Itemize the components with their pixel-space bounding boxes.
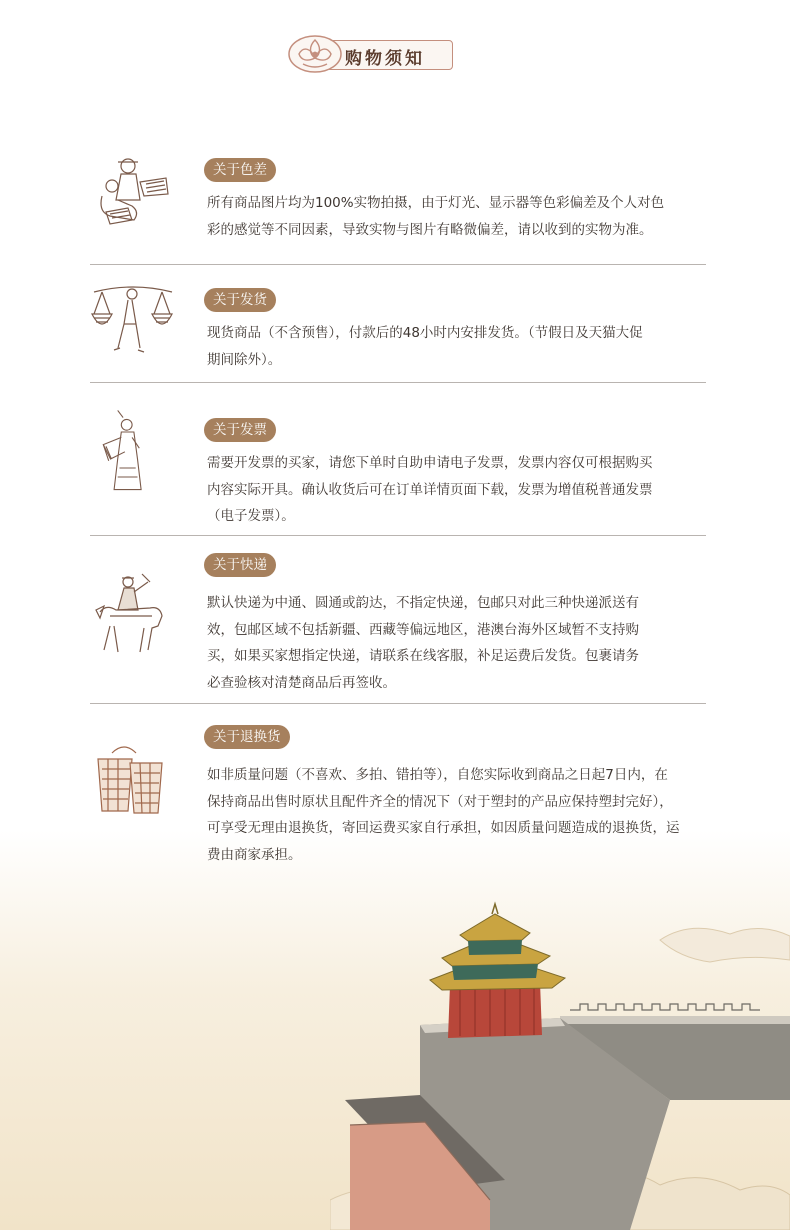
title-banner — [285, 32, 455, 76]
text-line: 可享受无理由退换货，寄回运费买家自行承担，如因质量问题造成的退换货，运 — [207, 820, 680, 836]
section-text — [207, 190, 712, 243]
lotus-emblem-icon — [285, 32, 345, 76]
porter-illustration-icon — [88, 278, 178, 368]
text-line: （电子发票）。 — [207, 508, 295, 524]
tag-color-difference: 关于色差 — [204, 158, 276, 182]
section-divider — [90, 703, 706, 704]
tag-invoice: 关于发票 — [204, 418, 276, 442]
text-line: 如非质量问题（不喜欢、多拍、错拍等），自您实际收到商品之日起7日内，在 — [207, 767, 668, 783]
section-text — [207, 320, 712, 373]
text-line: 保持商品出售时原状且配件齐全的情况下（对于塑封的产品应保持塑封完好）， — [207, 793, 673, 810]
tag-courier: 关于快递 — [204, 553, 276, 577]
text-line: 买，如果买家想指定快递，请联系在线客服，补足运费后发货。包裹请务 — [207, 648, 639, 664]
page-title: 购物须知 — [345, 49, 425, 69]
text-line: 所有商品图片均为100%实物拍摄，由于灯光、显示器等色彩偏差及个人对色 — [207, 195, 665, 211]
palace-tower-illustration — [330, 900, 790, 1230]
section-divider — [90, 264, 706, 265]
text-line: 效，包邮区域不包括新疆、西藏等偏远地区，港澳台海外区域暂不支持购 — [207, 621, 639, 638]
tag-shipping: 关于发货 — [204, 288, 276, 312]
section-text — [207, 762, 712, 868]
text-line: 费由商家承担。 — [207, 846, 302, 863]
section-text — [207, 450, 712, 530]
text-line: 期间除外）。 — [207, 351, 282, 368]
scroll-official-illustration-icon — [88, 405, 178, 495]
page-header — [0, 0, 790, 90]
text-line: 彩的感觉等不同因素，导致实物与图片有略微偏差，请以收到的实物为准。 — [207, 221, 653, 238]
section-text — [207, 590, 712, 696]
text-line: 默认快递为中通、圆通或韵达，不指定快递，包邮只对此三种快递派送有 — [207, 595, 639, 611]
section-divider — [90, 382, 706, 383]
horse-rider-illustration-icon — [88, 570, 178, 660]
text-line: 内容实际开具。确认收货后可在订单详情页面下载，发票为增值税普通发票 — [207, 481, 653, 498]
text-line: 必查验核对清楚商品后再签收。 — [207, 674, 396, 691]
readers-illustration-icon — [88, 150, 178, 240]
text-line: 现货商品（不含预售），付款后的48小时内安排发货。（节假日及天猫大促 — [207, 325, 643, 341]
section-divider — [90, 535, 706, 536]
baskets-illustration-icon — [88, 735, 178, 825]
text-line: 需要开发票的买家，请您下单时自助申请电子发票，发票内容仅可根据购买 — [207, 455, 653, 471]
tag-returns: 关于退换货 — [204, 725, 290, 749]
